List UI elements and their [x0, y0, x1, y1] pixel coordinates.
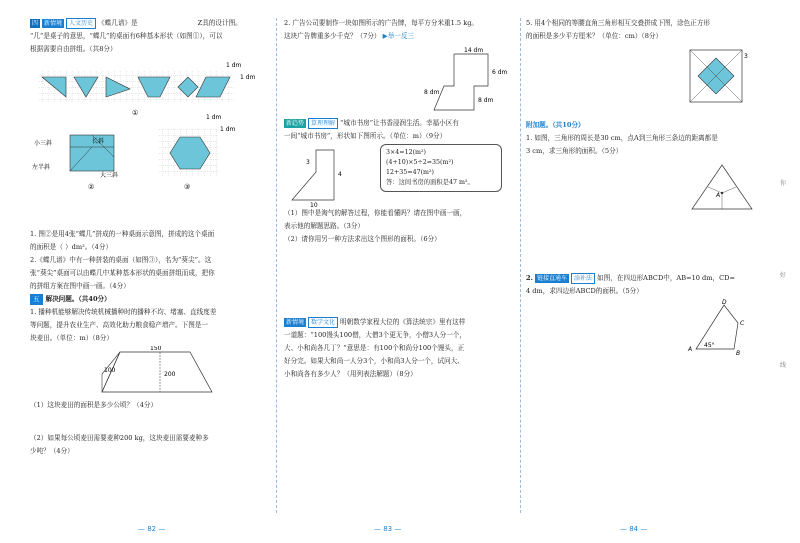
topic-tag: 人文历史: [66, 18, 96, 29]
section-title: 解决问题。（共40分）: [45, 295, 111, 303]
label-left-half: 左半斜: [32, 164, 51, 171]
svg-text:3: 3: [744, 53, 748, 60]
intro-line3: 根据需要自由拼组。（共8分）: [30, 45, 117, 53]
label-1dm: 1 dm: [226, 62, 242, 69]
margin-text: 线: [779, 362, 786, 369]
question-5: 5. 用4个相同的等腰直角三角形相互交叠拼成下图，涂色正方形: [526, 19, 711, 27]
wheat-field-figure: [30, 346, 270, 396]
problem-1-part-1: （1）这块麦田的面积是多少公顷？（4分）: [30, 401, 158, 409]
figure-1-label: ①: [132, 109, 139, 117]
column-divider-2: [520, 18, 521, 513]
book-room-figure: [284, 144, 374, 208]
svg-text:D: D: [722, 299, 727, 306]
butterfly-table-figures: [30, 57, 270, 225]
new-situation-tag: 新情境: [286, 319, 305, 326]
method-tag: 添补法: [571, 273, 595, 284]
new-trend-tag: 新趋势: [286, 120, 305, 127]
margin-text: 你: [779, 180, 786, 187]
overlapping-triangles-figure: [526, 44, 766, 116]
svg-text:A: A: [716, 192, 721, 199]
solution-box: 3×4=12(m²) (4+10)×5÷2=35(m²) 12+35=47(m²) 答：这间书房的面积是47 m²。: [380, 144, 502, 192]
middle-column: 2. 广告公司要制作一块如图所示的广告牌，每平方分米重1.5 kg。 这块广告牌重多少千克？（7分） ▶举一反三 14 dm 8 dm 6 dm 8 dm 新趋势 算理理解 “城市书房”让书香浸润生活。幸福小区有 一间“城市书房”，形状如下图所示。（单位：m）（9分） 3 4 10 3×4=12(m²) (4+10)×5÷2=35(m²) 12+35=47(m²) 答：这间书房的面积是47 m²。 （1）图中是淘气的解答过程，你能看懂吗？请在图中画一画， 表示他的解题思路。（3分） （2）请你用另一种方法求出这个图形的面积。（6分） 新情境 数学文化 明朝数学家程大位的《算法统宗》里有这样 一道题：“100馒头100僧，大僧3个更无争，小僧3人分一个， 大、小和尚各几丁？”意思是：有100个和尚分100个馒头，正 好分完。如果大和尚一人分3个，小和尚3人分一个，试问大、 小和尚各有多少人？（用列表法解题）（8分）: [284, 18, 516, 382]
svg-text:8 dm: 8 dm: [478, 97, 494, 104]
svg-text:6 dm: 6 dm: [492, 69, 508, 76]
intro-line2: “几”是桌子的意思，“蝶几”的桌面有6种基本形状（如图①），可以: [30, 32, 223, 40]
question-3: 一间“城市书房”，形状如下图所示。（单位：m）（9分）: [284, 132, 447, 140]
question-3-part-1: （1）图中是淘气的解答过程，你能看懂吗？请在图中画一画，: [284, 209, 467, 217]
topic-tag: 算理理解: [308, 118, 338, 129]
figure-2-label: ②: [88, 183, 95, 191]
svg-text:8 dm: 8 dm: [424, 89, 440, 96]
question-2-ad-sign: 2. 广告公司要制作一块如图所示的广告牌，每平方分米重1.5 kg。: [284, 19, 479, 27]
svg-text:200: 200: [164, 371, 176, 378]
new-situation-tag: 新情境: [44, 20, 63, 27]
problem-1: 1. 播种机能够解决传统机械播种时的播种不均、堵塞、直线度差: [30, 308, 217, 316]
ad-sign-figure: [284, 44, 516, 114]
margin-text: 好: [779, 272, 786, 279]
label-1dm: 1 dm: [220, 126, 236, 133]
section-five-badge: 五: [30, 294, 43, 305]
question-4: 一道题：“100馒头100僧，大僧3个更无争，小僧3人分一个，: [284, 331, 466, 339]
page-number-84: — 84 —: [620, 525, 648, 533]
label-1dm: 1 dm: [206, 114, 222, 121]
svg-text:B: B: [736, 350, 741, 357]
page-number-82: — 82 —: [138, 525, 166, 533]
link-tag: 链接直通车: [537, 275, 568, 282]
column-divider-1: [276, 18, 277, 513]
question-1: 1. 图②是用4张“蝶几”拼成的一种桌面示意图，拼成的这个桌面: [30, 230, 215, 238]
problem-1-part-2: （2）如果每公顷麦田需要麦种200 kg，这块麦田需要麦种多: [30, 434, 209, 442]
label-big-triangle: 大三斜: [100, 172, 119, 179]
question-3-part-2: （2）请你用另一种方法求出这个图形的面积。（6分）: [284, 235, 441, 243]
triangle-figure: [526, 159, 766, 219]
page-number-83: — 83 —: [374, 525, 402, 533]
quadrilateral-figure: [526, 299, 766, 359]
bonus-1: 1. 如图，三角形的周长是30 cm，点A到三角形三条边的距离都是: [526, 134, 718, 142]
practice-link[interactable]: ▶举一反三: [382, 32, 415, 40]
bonus-title: 附加题。（共10分）: [526, 121, 585, 129]
svg-text:10: 10: [310, 202, 318, 208]
svg-text:100: 100: [104, 367, 116, 374]
topic-tag: 数学文化: [308, 317, 338, 328]
bonus-2: 4 dm，求四边形ABCD的面积。（5分）: [526, 287, 643, 295]
left-column: 四 新情境 人文历史 《蝶几谱》是 Z具的设计图。 “几”是桌子的意思，“蝶几”的桌面有6种基本形状（如图①），可以 根据需要自由拼组。（共8分） 1 dm 1 dm ① 小三斜 长斜 左半斜 大三斜 ② 1 dm 1 dm ③ 1. 图②是用4张“蝶几”拼成的一种桌面示意图，拼成的这个桌面 的面积是（ ）dm²。（4分） 2.《蝶几谱》中有一种拼装的桌面（如图③），名为“葵尖”。这 张“葵尖”桌面可以由蝶几中某种基本形状的桌面拼组而成，把你 的拼组方案在图中画一画。（4分） 五 解决问题。（共40分） 1. 播种机能够解决传统机械播种时的播种不均、堵塞、直线度差 等问题，提升农业生产、高效化助力粮食稳产增产。下图是一 块麦田。（单位：m）（8分） 150 200 100 （1）这块麦田的面积是多少公顷？（4分） （2）如果每公顷麦田需要麦种200 kg，这块麦田需要麦种多 少吨？（4分）: [30, 18, 270, 459]
svg-text:C: C: [740, 320, 745, 327]
svg-text:4: 4: [338, 171, 342, 178]
svg-text:A: A: [688, 346, 693, 353]
question-2: 2.《蝶几谱》中有一种拼装的桌面（如图③），名为“葵尖”。这: [30, 256, 212, 264]
label-1dm: 1 dm: [240, 74, 256, 81]
figure-3-label: ③: [184, 183, 191, 191]
label-small-triangle: 小三斜: [34, 140, 53, 147]
room-and-solution: [284, 144, 516, 208]
section-four-badge: 四: [32, 20, 39, 27]
label-long: 长斜: [92, 138, 105, 145]
svg-text:3: 3: [306, 159, 310, 166]
svg-text:14 dm: 14 dm: [464, 47, 484, 54]
svg-text:45°: 45°: [704, 342, 715, 349]
intro: 四 新情境 人文历史 《蝶几谱》是 Z具的设计图。: [32, 19, 242, 27]
svg-text:150: 150: [150, 346, 162, 352]
right-column: 5. 用4个相同的等腰直角三角形相互交叠拼成下图，涂色正方形 的面积是多少平方厘米？（单位：cm）（8分） 3 附加题。（共10分） 1. 如图，三角形的周长是30 cm，点A到三角形三条边的距离都是 3 cm，求三角形的面积。（5分） A 2. 链接直通车 添补法 如图，在四边形ABCD中，AB=10 dm，CD= 4 dm，求四边形ABCD的面积。（5分） A B C D 45°: [526, 18, 766, 363]
